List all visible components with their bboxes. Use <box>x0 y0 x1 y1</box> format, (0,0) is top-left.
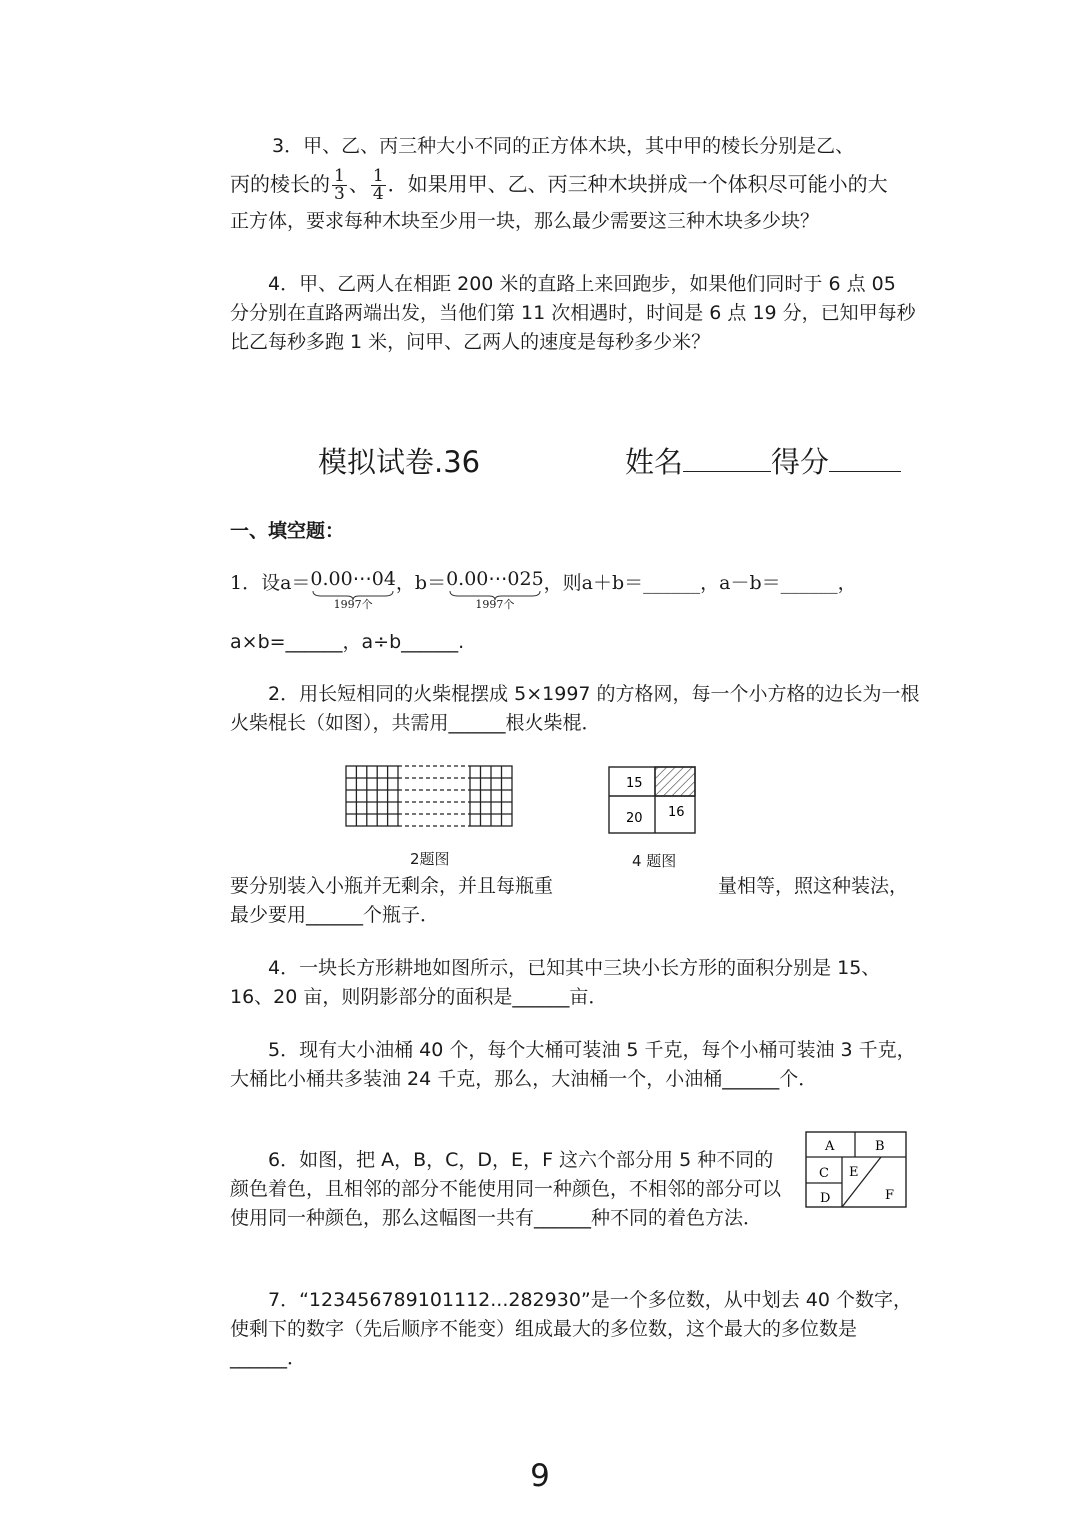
q3-cont-left: 要分别装入小瓶并无剩余，并且每瓶重 <box>230 875 554 897</box>
q3-sep: 、 <box>348 172 369 196</box>
figure-4-caption: 4 题图 <box>632 852 677 870</box>
fig4-label-20: 20 <box>626 811 643 826</box>
question-4: 4．一块长方形耕地如图所示，已知其中三块小长方形的面积分别是 15、16、20 亩，则阴影部分的面积是______亩． <box>230 957 881 1008</box>
q1-rest: ，则a＋b＝______，a－b＝______， <box>543 572 857 594</box>
matchstick-grid-figure <box>344 764 516 830</box>
q3-cont-right: 量相等，照这种装法， <box>718 875 909 897</box>
question-2: 2．用长短相同的火柴棍摆成 5×1997 的方格网，每一个小方格的边长为一根火柴棍长（如图），共需用______根火柴棍． <box>230 683 920 734</box>
question-3-cont <box>230 872 920 930</box>
q1-a-brace <box>310 568 395 612</box>
question-6: 6．如图，把 A，B，C，D，E，F 这六个部分用 5 种不同的颜色着色，且相邻的部分不能使用同一种颜色，不相邻的部分可以使用同一种颜色，那么这幅图一共有______种不同的着色方法． <box>230 1149 782 1229</box>
frac2-den: 4 <box>372 184 384 204</box>
q3-cont-line2: 最少要用______个瓶子． <box>230 904 440 926</box>
fig4-label-16: 16 <box>668 805 685 820</box>
question-7: 7．“123456789101112...282930”是一个多位数，从中划去 40 个数字，使剩下的数字（先后顺序不能变）组成最大的多位数，这个最大的多位数是______． <box>230 1289 913 1369</box>
region-a: A <box>825 1139 835 1154</box>
q1-a-value: 0.00⋯04 <box>310 568 396 590</box>
q1-line2: a×b=______，a÷b______. <box>230 631 465 653</box>
top-question-3 <box>230 132 920 236</box>
coloring-regions-figure <box>805 1131 909 1211</box>
field-area-figure <box>608 766 698 836</box>
question-5: 5．现有大小油桶 40 个，每个大桶可装油 5 千克，每个小桶可装油 3 千克，大桶比小桶共多装油 24 千克，那么，大油桶一个，小油桶______个． <box>230 1039 916 1090</box>
region-b: B <box>875 1139 885 1154</box>
page-number: 9 <box>530 1458 550 1494</box>
score-blank <box>829 445 901 472</box>
frac2-num: 1 <box>372 166 384 186</box>
exam-title: 模拟试卷.36 <box>318 445 481 479</box>
frac1-num: 1 <box>334 166 345 186</box>
q1-prefix: 1．设a＝ <box>230 572 311 594</box>
name-score-field <box>625 440 901 484</box>
q3-fraction-2 <box>371 168 386 203</box>
q3-line3: 正方体，要求每种木块至少用一块，那么最少需要这三种木块多少块？ <box>230 210 820 232</box>
name-label: 姓名 <box>625 445 684 479</box>
q1-line1 <box>230 568 920 612</box>
shaded-region <box>655 767 695 796</box>
q3-line1: 3．甲、乙、丙三种大小不同的正方体木块，其中甲的棱长分别是乙、 <box>272 135 855 157</box>
region-f: F <box>885 1188 895 1203</box>
q1-b-brace <box>446 568 544 612</box>
region-e: E <box>849 1165 859 1180</box>
q3-line2-post: ．如果用甲、乙、丙三种木块拼成一个体积尽可能小的大 <box>387 172 888 196</box>
q1-a-under: 1997个 <box>333 598 373 611</box>
q3-line2-pre: 丙的棱长的 <box>230 172 330 196</box>
question-1 <box>230 568 920 612</box>
q1-b-under: 1997个 <box>475 598 515 611</box>
q1-comma: ， <box>395 572 415 594</box>
q3-line2 <box>230 161 920 207</box>
name-blank <box>683 445 771 472</box>
fig4-label-15: 15 <box>626 776 643 791</box>
region-d: D <box>820 1191 831 1206</box>
figure-2-caption: 2题图 <box>410 850 450 868</box>
section-title: 一、填空题： <box>230 520 345 542</box>
score-label: 得分 <box>771 445 830 479</box>
q1-b-value: 0.00⋯025 <box>446 568 544 590</box>
q3-fraction-1 <box>332 168 347 203</box>
q1-b-prefix: b＝ <box>414 572 447 594</box>
top-question-4: 4．甲、乙两人在相距 200 米的直路上来回跑步，如果他们同时于 6 点 05 分分别在直路两端出发，当他们第 11 次相遇时，时间是 6 点 19 分，已知甲每秒比乙每秒多跑 1 米，问甲、乙两人的速度是每秒多少米？ <box>230 273 916 353</box>
frac1-den: 3 <box>334 184 345 204</box>
q3-cont-line1 <box>230 872 920 901</box>
region-c: C <box>819 1166 829 1181</box>
